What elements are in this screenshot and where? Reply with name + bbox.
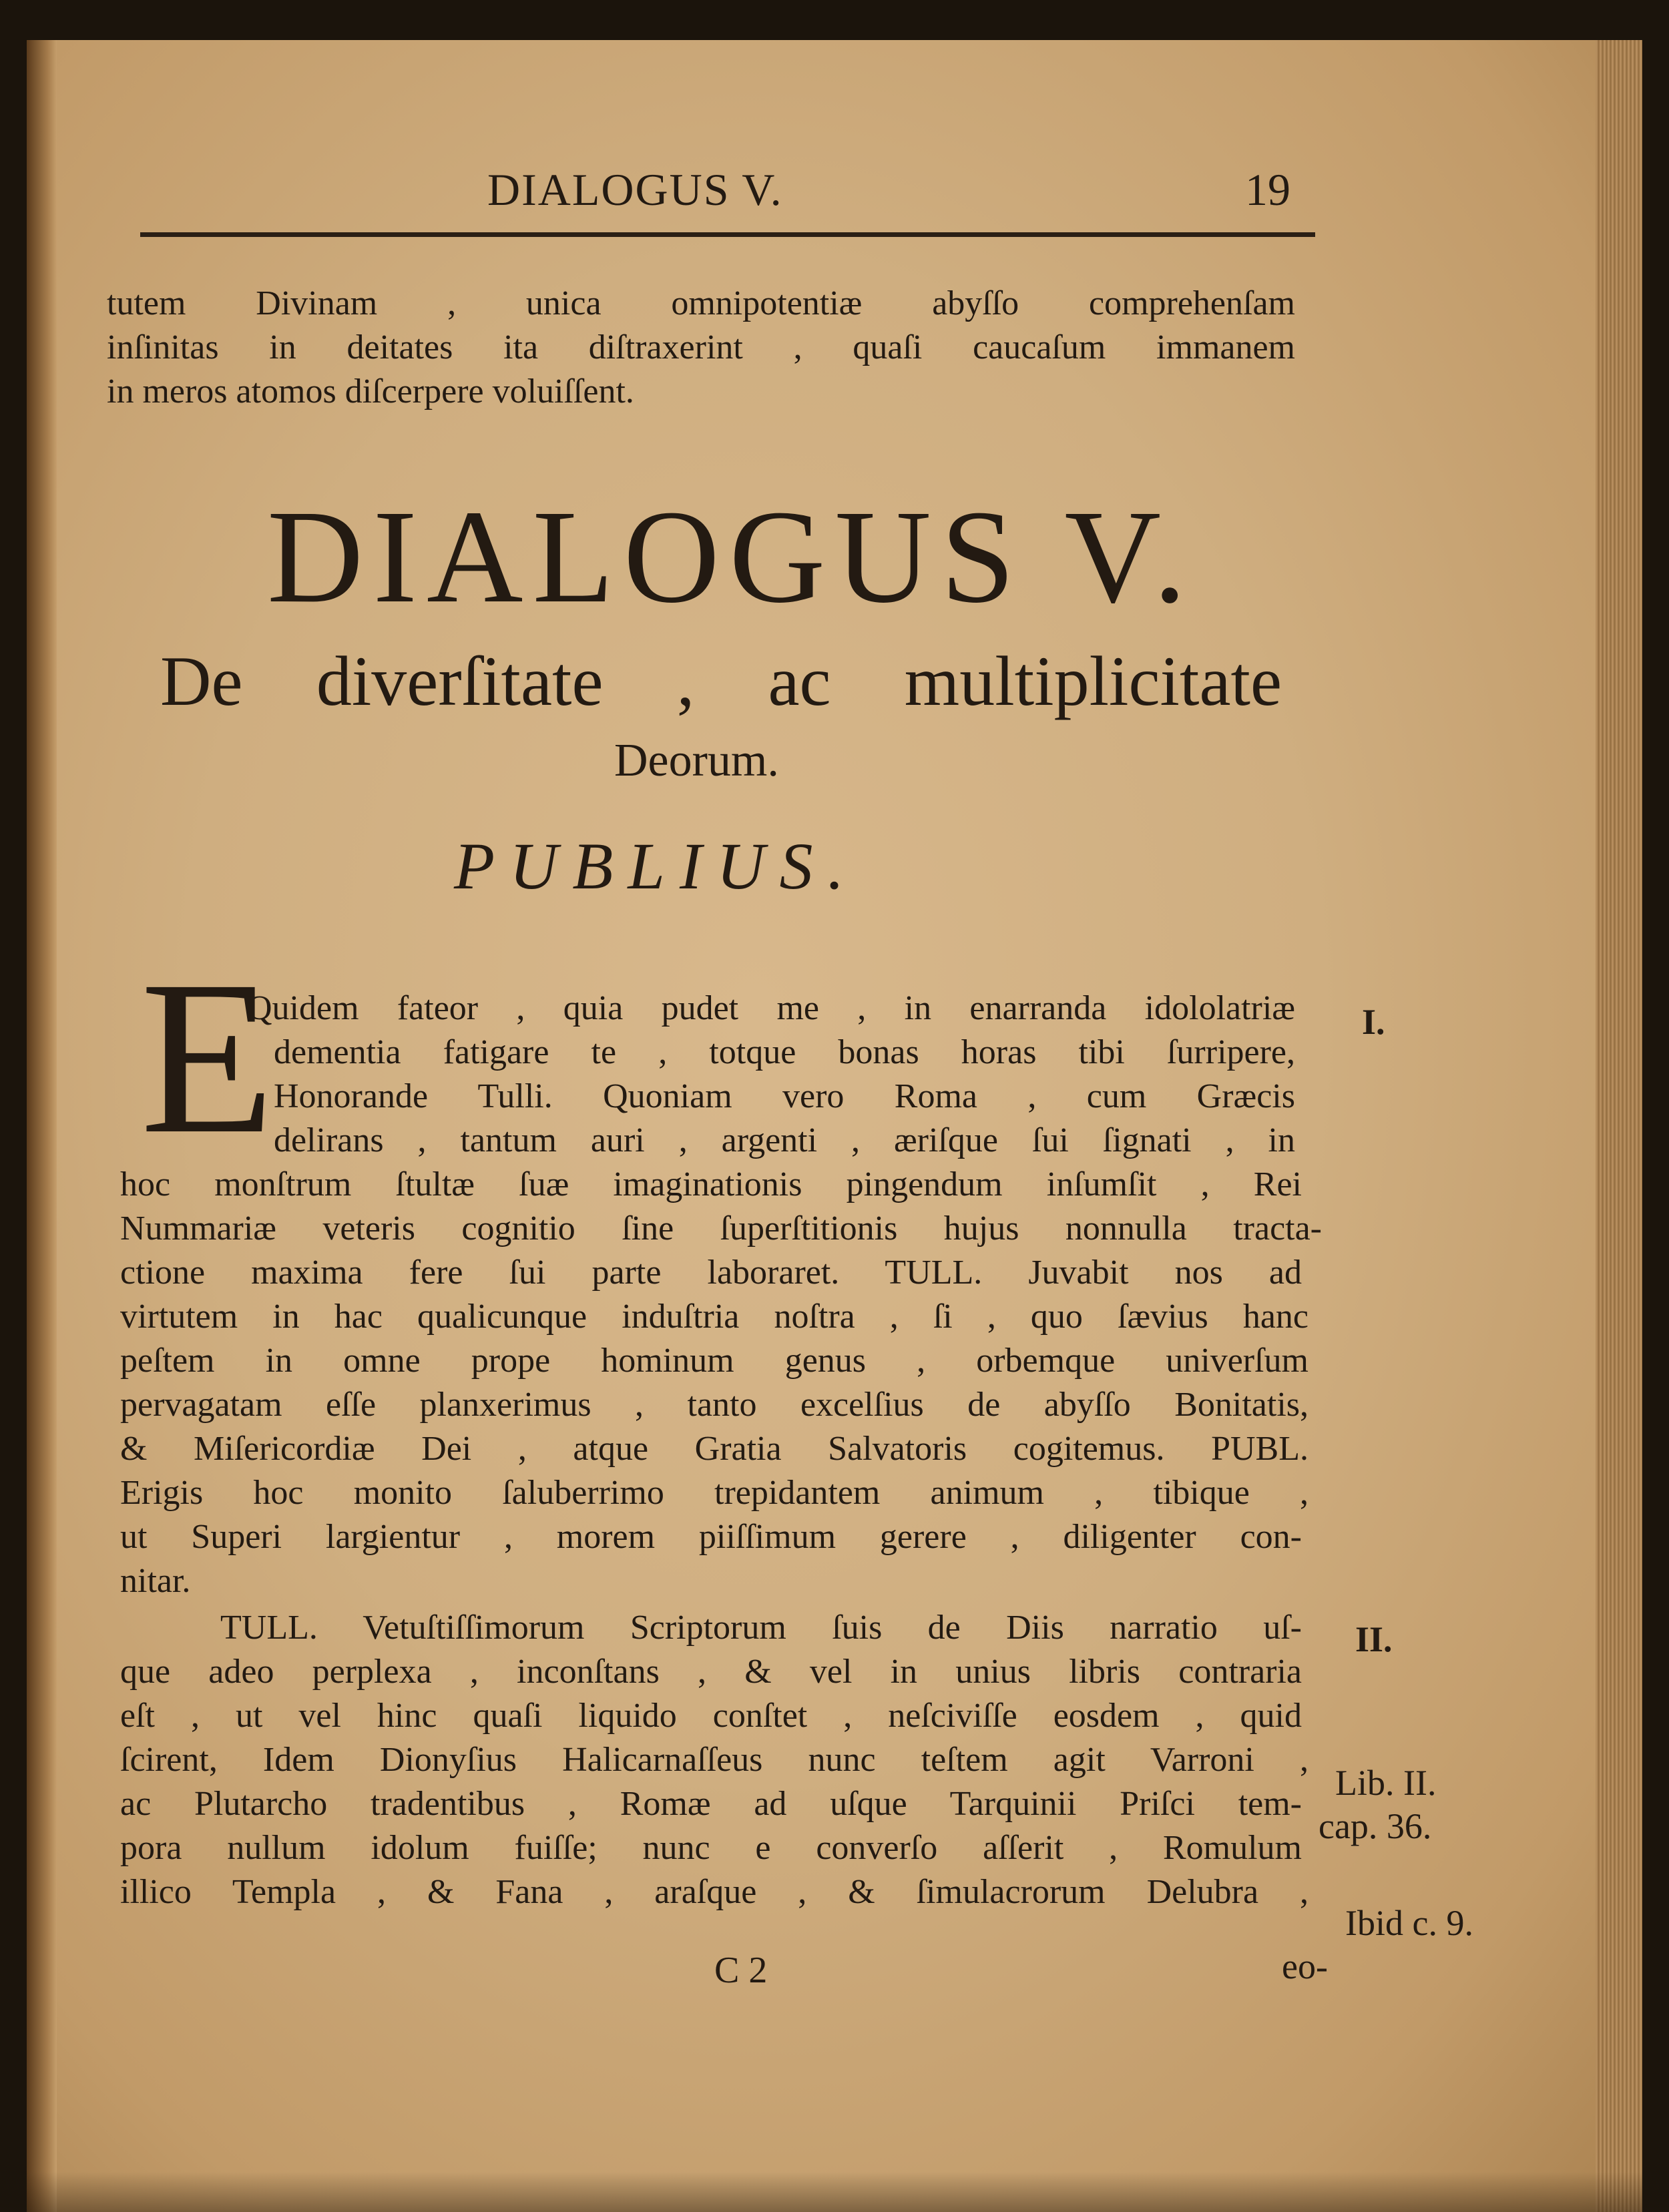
paragraph1-line: ut Superi largientur , morem piiſſimum gerere , diligenter con- [120, 1518, 1302, 1556]
paragraph1-line: hoc monſtrum ſtultæ ſuæ imaginationis pingendum inſumſit , Rei [120, 1165, 1302, 1203]
page-fore-edge [1596, 40, 1642, 2212]
page-number: 19 [1245, 164, 1290, 215]
paragraph1-line: ctione maxima fere ſui parte laboraret. TULL. Juvabit nos ad [120, 1254, 1302, 1292]
paragraph2-line: ac Plutarcho tradentibus , Romæ ad uſque Tarquinii Priſci tem- [120, 1785, 1302, 1823]
paragraph1-line: nitar. [120, 1562, 191, 1600]
speaker-heading: PUBLIUS. [454, 829, 859, 903]
paragraph1-indented-line-1: Quidem fateor , quia pudet me , in enarranda idololatriæ [247, 989, 1295, 1027]
paragraph1-indented-line-4: delirans , tantum auri , argenti , æriſque ſui ſignati , in [274, 1121, 1295, 1159]
chapter-subtitle-line2: Deorum. [614, 735, 779, 786]
header-rule [140, 232, 1315, 237]
chapter-title: DIALOGUS V. [267, 483, 1196, 631]
binding-gutter [27, 40, 57, 2212]
signature-mark: C 2 [714, 1950, 768, 1991]
paragraph1-line: pervagatam eſſe planxerimus , tanto excelſius de abyſſo Bonitatis, [120, 1386, 1308, 1424]
preceding-line-1: tutem Divinam , unica omnipotentiæ abyſſo comprehenſam [107, 284, 1295, 322]
paragraph1-line: Erigis hoc monito ſaluberrimo trepidantem animum , tibique , [120, 1474, 1308, 1512]
paragraph1-indented-line-2: dementia fatigare te , totque bonas horas tibi ſurripere, [274, 1033, 1295, 1071]
paragraph1-line: peſtem in omne prope hominum genus , orbemque univerſum [120, 1342, 1308, 1380]
running-title: DIALOGUS V. [487, 164, 783, 215]
paragraph2-line: eſt , ut vel hinc quaſi liquido conſtet , neſciviſſe eosdem , quid [120, 1697, 1302, 1735]
paragraph1-indented-line-3: Honorande Tulli. Quoniam vero Roma , cum Græcis [274, 1077, 1295, 1115]
paragraph2-line: illico Templa , & Fana , araſque , & ſimulacrorum Delubra , [120, 1873, 1308, 1911]
margin-note-3-line2: cap. 36. [1319, 1806, 1432, 1846]
chapter-subtitle-line1: De diverſitate , ac multiplicitate [160, 642, 1282, 720]
margin-note-3-line1: Lib. II. [1335, 1763, 1437, 1803]
margin-note-1: I. [1362, 1002, 1385, 1042]
paragraph1-line: & Miſericordiæ Dei , atque Gratia Salvatoris cogitemus. PUBL. [120, 1430, 1308, 1468]
book-page [27, 40, 1642, 2212]
paragraph2-line: que adeo perplexa , inconſtans , & vel in unius libris contraria [120, 1653, 1302, 1691]
paragraph1-line: Nummariæ veteris cognitio ſine ſuperſtitionis hujus nonnulla tracta- [120, 1209, 1322, 1248]
preceding-line-3: in meros atomos diſcerpere voluiſſent. [107, 372, 634, 410]
paragraph1-line: virtutem in hac qualicunque induſtria noſtra , ſi , quo ſævius hanc [120, 1298, 1308, 1336]
margin-note-2: II. [1355, 1619, 1393, 1659]
page-shadow [27, 2172, 1642, 2212]
paragraph2-line: pora nullum idolum fuiſſe; nunc e converſo aſſerit , Romulum [120, 1829, 1302, 1867]
drop-cap: E [140, 936, 275, 1179]
catchword: eo- [1282, 1946, 1328, 1986]
paragraph2-line: TULL. Vetuſtiſſimorum Scriptorum ſuis de Diis narratio uſ- [220, 1609, 1302, 1647]
preceding-line-2: inſinitas in deitates ita diſtraxerint , quaſi caucaſum immanem [107, 328, 1295, 366]
paragraph2-line: ſcirent, Idem Dionyſius Halicarnaſſeus nunc teſtem agit Varroni , [120, 1741, 1308, 1779]
margin-note-4: Ibid c. 9. [1345, 1903, 1473, 1943]
